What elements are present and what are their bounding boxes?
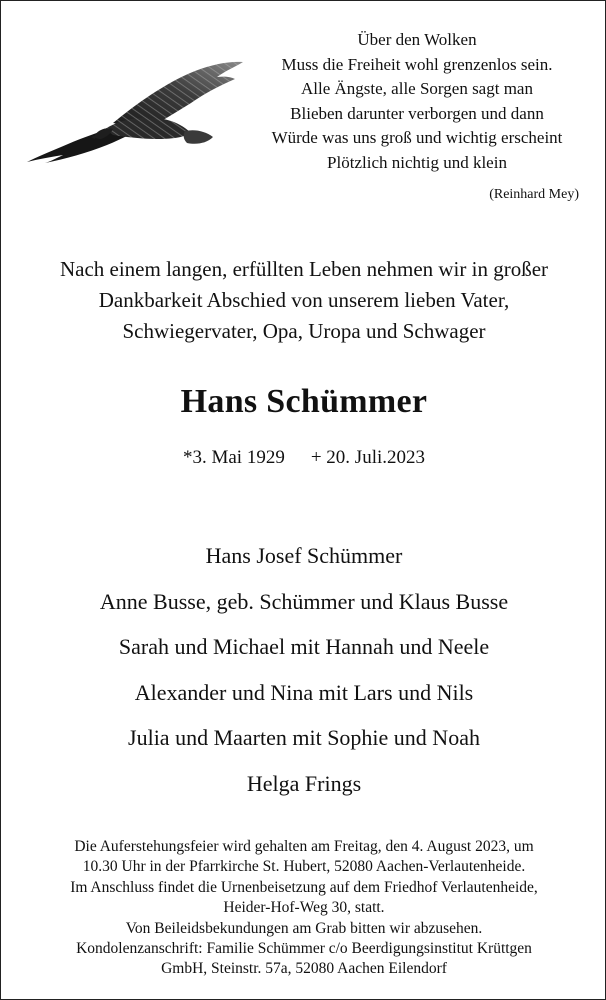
poem-author: (Reinhard Mey) [489, 187, 579, 202]
poem-line: Über den Wolken [357, 30, 477, 49]
notice-line: 10.30 Uhr in der Pfarrkirche St. Hubert, 52080 Aachen-Verlautenheide. [82, 858, 526, 876]
poem-line: Plötzlich nichtig und klein [327, 152, 507, 172]
intro-text [1, 254, 606, 347]
poem-line: Alle Ängste, alle Sorgen sagt man [301, 79, 533, 98]
intro-line: Nach einem langen, erfüllten Leben nehmen wir in großer [59, 257, 549, 281]
poem-line: Würde was uns groß und wichtig erscheint [271, 128, 563, 147]
mourner-line: Hans Josef Schümmer [205, 543, 403, 568]
mourner-line: Alexander und Nina mit Lars und Nils [134, 679, 474, 705]
mourner-line: Anne Busse, geb. Schümmer und Klaus Busse [99, 588, 509, 614]
notice-line: Im Anschluss findet die Urnenbeisetzung auf dem Friedhof Verlautenheide, [70, 878, 538, 896]
life-dates [1, 447, 606, 469]
poem-line: Blieben darunter verborgen und dann [290, 103, 544, 123]
notice-line: GmbH, Steinstr. 57a, 52080 Aachen Eilendorf [161, 960, 447, 978]
mourner-line: Sarah und Michael mit Hannah und Neele [118, 634, 490, 659]
deceased-name: Hans Schümmer [180, 383, 428, 420]
mourner-line: Julia und Maarten mit Sophie und Noah [128, 725, 480, 750]
notice-line: Die Auferstehungsfeier wird gehalten am Freitag, den 4. August 2023, um [74, 838, 534, 855]
funeral-notice [1, 837, 606, 980]
birth-date: *3. Mai 1929 [182, 447, 285, 468]
notice-line: Von Beileidsbekundungen am Grab bitten wir abzusehen. [125, 919, 483, 937]
death-date: + 20. Juli.2023 [310, 447, 426, 468]
poem-line: Muss die Freiheit wohl grenzenlos sein. [281, 54, 553, 74]
poem [233, 28, 601, 175]
bird-of-prey-icon [25, 59, 247, 163]
mourner-line: Helga Frings [246, 770, 362, 796]
mourners-list [1, 533, 606, 806]
notice-line: Heider-Hof-Weg 30, statt. [223, 899, 385, 917]
intro-line: Dankbarkeit Abschied von unserem lieben Vater, [98, 288, 510, 312]
notice-line: Kondolenzanschrift: Familie Schümmer c/o Beerdigungsinstitut Krüttgen [76, 940, 532, 958]
intro-line: Schwiegervater, Opa, Uropa und Schwager [122, 319, 486, 343]
